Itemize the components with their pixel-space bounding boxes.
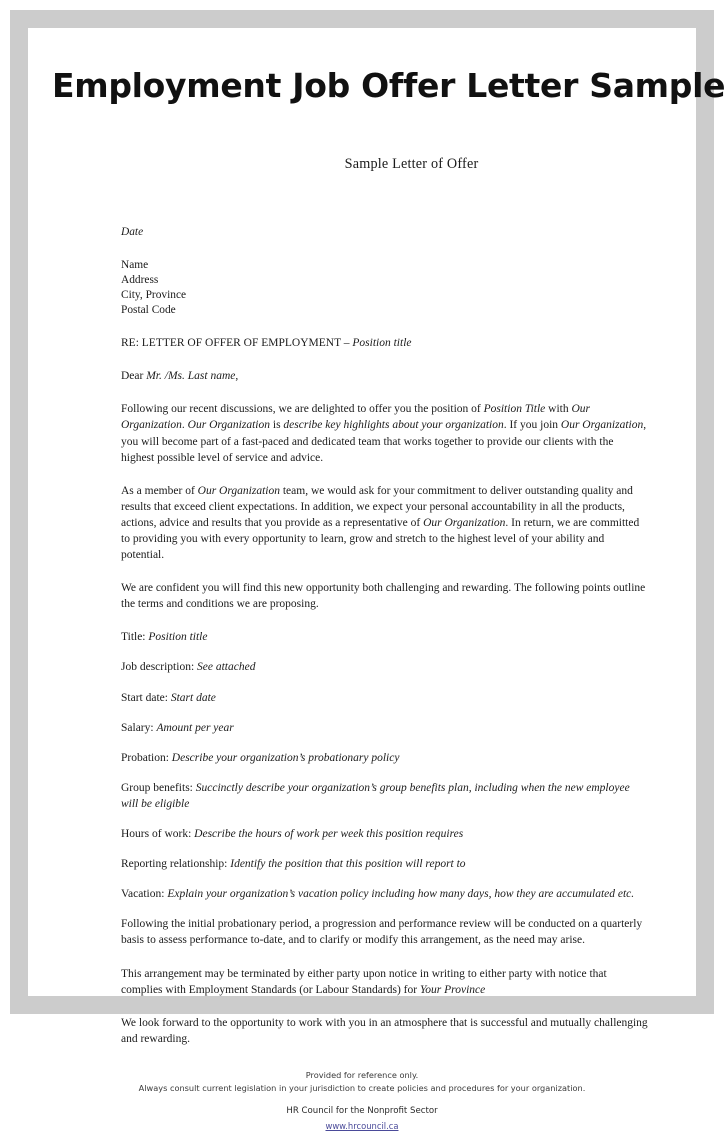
- paragraph-2: [121, 483, 648, 563]
- term-hours-of-work-label: Hours of work:: [121, 828, 195, 841]
- term-start-date-label: Start date:: [121, 691, 171, 704]
- p1-emph-2: Our Organization: [121, 403, 591, 432]
- term-vacation-value: Explain your organization’s vacation policy including how many days, how they are accumulated etc.: [167, 888, 635, 901]
- p5-text-1: This arrangement may be terminated by either party upon notice in writing to either party with notice that complies with Employment Standards (or Labour Standards) for: [121, 967, 607, 996]
- header-spacer: [121, 175, 648, 225]
- term-group-benefits: [121, 780, 648, 812]
- term-title: [121, 629, 648, 645]
- term-reporting-relationship-label: Reporting relationship:: [121, 858, 231, 871]
- salutation-suffix: ,: [235, 369, 239, 382]
- term-group-benefits-label: Group benefits:: [121, 781, 196, 794]
- subject-line: [121, 336, 648, 352]
- page-frame: [10, 10, 725, 1131]
- p2-text-3: . In return, we are committed to providing you with every opportunity to learn, grow and stretch to the highest level of your ability and potential.: [121, 516, 640, 562]
- address-line-city-province: City, Province: [121, 288, 187, 301]
- letter-subtitle: Sample Letter of Offer: [344, 156, 479, 172]
- term-start-date-value: Start date: [170, 691, 216, 704]
- term-group-benefits-value: Succinctly describe your organization’s group benefits plan, including when the new employee will be eligible: [121, 781, 630, 810]
- p2-emph-2: Our Organization: [423, 516, 506, 529]
- term-salary-label: Salary:: [121, 721, 157, 734]
- term-vacation-label: Vacation:: [121, 888, 168, 901]
- p1-text-6: , you will become part of a fast-paced and dedicated team that works together to provide our clients with the highest possible level of service and advice.: [121, 419, 647, 464]
- p1-emph-1: Position Title: [483, 403, 546, 416]
- term-probation: [121, 750, 648, 766]
- footer-disclaimer-line-1: Provided for reference only.: [305, 1069, 419, 1080]
- recipient-address-block: [121, 258, 648, 317]
- term-probation-value: Describe your organization’s probationary policy: [171, 751, 400, 764]
- term-job-description-label: Job description:: [121, 661, 198, 674]
- term-salary-value: Amount per year: [156, 721, 234, 734]
- date-placeholder: Date: [121, 225, 144, 238]
- address-line-name: Name: [121, 259, 149, 272]
- document-page: [28, 28, 725, 1131]
- term-title-value: Position title: [148, 631, 208, 644]
- footer-disclaimer-line-2: Always consult current legislation in your jurisdiction to create policies and procedures for your organization.: [138, 1082, 586, 1093]
- document-footer: [28, 1069, 696, 1133]
- term-salary: [121, 720, 648, 736]
- p2-emph-1: Our Organization: [197, 484, 280, 497]
- term-vacation: [121, 886, 648, 902]
- salutation-prefix: Dear: [121, 369, 147, 382]
- term-reporting-relationship: [121, 856, 648, 872]
- p2-text-1: As a member of: [121, 484, 198, 497]
- paragraph-6: We look forward to the opportunity to work with you in an atmosphere that is successful and mutually challenging and rewarding.: [121, 1016, 648, 1045]
- p1-text-3: .: [181, 419, 188, 432]
- p1-text-1: Following our recent discussions, we are delighted to offer you the position of: [121, 403, 484, 416]
- term-job-description-value: See attached: [197, 661, 256, 674]
- term-title-label: Title:: [121, 631, 149, 644]
- paragraph-1: [121, 401, 648, 465]
- subject-label: RE: LETTER OF OFFER OF EMPLOYMENT –: [121, 336, 353, 349]
- paragraph-5: [121, 966, 648, 998]
- p5-emph-1: Your Province: [419, 983, 486, 996]
- p1-text-4: is: [270, 419, 284, 432]
- address-line-postal-code: Postal Code: [121, 303, 176, 316]
- footer-organization: HR Council for the Nonprofit Sector: [286, 1106, 438, 1117]
- p1-text-5: . If you join: [503, 419, 561, 432]
- salutation-emphasis: Mr. /Ms. Last name: [146, 369, 236, 382]
- p2-text-2: team, we would ask for your commitment to deliver outstanding quality and results that exceed client expectations. In addition, we expect your personal accountability in all the products, actions, advice and results that you provide as a representative of: [121, 484, 633, 529]
- footer-website-link[interactable]: www.hrcouncil.ca: [325, 1120, 399, 1131]
- p1-emph-5: Our Organization: [560, 419, 644, 432]
- salutation: [121, 369, 648, 385]
- paragraph-4: Following the initial probationary period, a progression and performance review will be conducted on a quarterly basis to assess performance to-date, and to clarify or modify this arrangement, as the need may arise.: [121, 918, 643, 947]
- p1-emph-3: Our Organization: [187, 419, 270, 432]
- subject-emphasis: Position title: [352, 336, 412, 349]
- term-job-description: [121, 659, 648, 675]
- p1-text-2: with: [545, 403, 572, 416]
- term-hours-of-work-value: Describe the hours of work per week this position requires: [194, 828, 464, 841]
- p1-emph-4: describe key highlights about your organization: [283, 419, 504, 432]
- term-hours-of-work: [121, 826, 648, 842]
- letter-body: [28, 155, 696, 1047]
- paragraph-3: We are confident you will find this new opportunity both challenging and rewarding. The following points outline the terms and conditions we are proposing.: [121, 582, 646, 611]
- term-start-date: [121, 690, 648, 706]
- term-reporting-relationship-value: Identify the position that this position will report to: [230, 858, 466, 871]
- address-line-address: Address: [121, 274, 159, 287]
- page-title: Employment Job Offer Letter Sample: [52, 66, 725, 105]
- term-probation-label: Probation:: [121, 751, 172, 764]
